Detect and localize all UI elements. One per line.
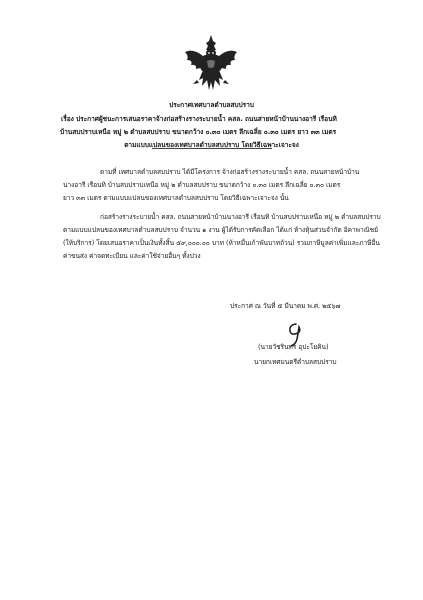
signer-title: นายกเทศมนตรีตำบลสบปราบ <box>254 358 337 366</box>
garuda-emblem-icon <box>183 34 239 94</box>
paragraph-2-line-4: ค่าขนส่ง ค่าจดทะเบียน และค่าใช้จ่ายอื่นๆ ทั้งปวง <box>63 252 201 260</box>
signer-name: (นายวัชรินทร์ อุปะโยคิน) <box>258 343 329 351</box>
paragraph-1-line-1: ตามที่ เทศบาลตำบลสบปราบ ได้มีโครงการ จ้างก่อสร้างรางระบายน้ำ คสล. ถนนสายหน้าบ้าน <box>100 168 360 176</box>
paragraph-2-line-2: ตามแบบแปลนของเทศบาลตำบลสบปราบ จำนวน ๑ งาน ผู้ได้รับการคัดเลือก ได้แก่ ห้างหุ้นส่วนจำกัด อิคาพาณิชย์ <box>63 226 378 234</box>
subject-line-2: บ้านสบปราบเหนือ หมู่ ๒ ตำบลสบปราบ ขนาดกว้าง ๐.๓๐ เมตร ลึกเฉลี่ย ๐.๓๐ เมตร ยาว ๓๓ เมตร <box>60 128 337 136</box>
subject-line-1: เรื่อง ประกาศผู้ชนะการเสนอราคาจ้างก่อสร้างรางระบายน้ำ คสล. ถนนสายหน้าบ้านนางอารี เรือนทิ <box>61 115 337 123</box>
paragraph-1-line-3: ยาว ๓๓ เมตร ตามแบบแปลนของเทศบาลตำบลสบปราบ โดยวิธีเฉพาะเจาะจง นั้น <box>63 194 289 202</box>
header-divider <box>152 148 272 149</box>
paragraph-1-line-2: นางอารี เรือนทิ บ้านสบปราบเหนือ หมู่ ๒ ตำบลสบปราบ ขนาดกว้าง ๐.๓๐ เมตร ลึกเฉลี่ย ๐.๓๐ เมตร <box>63 181 341 189</box>
paragraph-2-line-3: (ให้บริการ) โดยเสนอราคาเป็นเงินทั้งสิ้น ๕๙,๐๐๐.๐๐ บาท (ห้าหมื่นเก้าพันบาทถ้วน) รวมภาษีมูลค่าเพิ่มและภาษีอื่น <box>63 239 380 247</box>
office-title: ประกาศเทศบาลตำบลสบปราบ <box>169 101 254 109</box>
paragraph-2-line-1: ก่อสร้างรางระบายน้ำ คสล. ถนนสายหน้าบ้านนางอารี เรือนทิ บ้านสบปราบเหนือ หมู่ ๒ ตำบลสบปราบ <box>100 213 381 221</box>
subject-line-3: ตามแบบแปลนของเทศบาลตำบลสบปราบ โดยวิธีเฉพาะเจาะจง <box>124 141 299 149</box>
announcement-date: ประกาศ ณ วันที่ ๕ มีนาคม พ.ศ. ๒๕๖๗ <box>230 302 341 310</box>
